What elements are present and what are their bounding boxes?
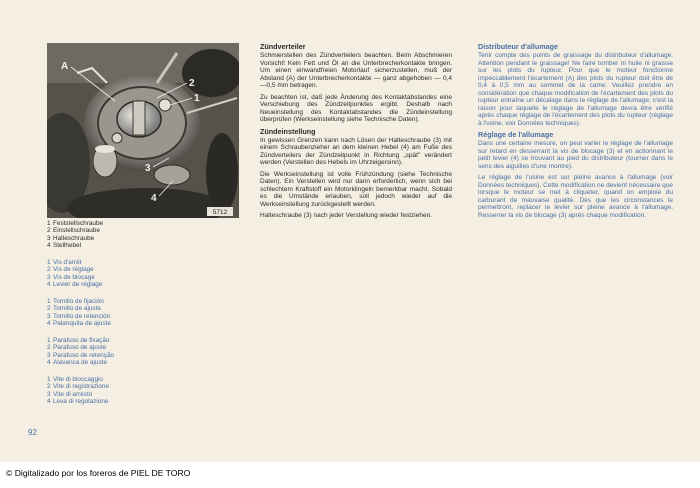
paragraph: Die Werkseinstellung ist volle Frühzündung (siehe Technische Daten). Ein Verstellen wird nur dann erforderlich, wenn sich bei schlechtem Kraftstoff ein Motorklingeln bemerkbar macht. Sobald es die Umstände erlauben, soll jedoch wieder auf die Werkseinstellung zurückgestellt werden. [260, 170, 452, 208]
distributor-photo [47, 43, 239, 218]
legend-item: 4 Palanquita de ajuste [47, 320, 111, 328]
heading-distributor: Distributeur d'allumage [478, 42, 558, 51]
callout-3: 3 [145, 163, 151, 174]
legend-item: 2 Vis de réglage [47, 266, 94, 274]
legend-item: 4 Levier de réglage [47, 281, 103, 289]
legend-item: 4 Alavanca de ajuste [47, 359, 108, 367]
photo-code: 5712 [212, 209, 228, 216]
legend-item: 4 Leva di regolazione [47, 398, 109, 406]
legend-item: 3 Tornillo de retención [47, 312, 111, 320]
paragraph: Zu beachten ist, daß jede Änderung des Kontaktabstandes eine Verschiebung des Zündzeitpunktes ergibt. Deshalb nach Neueinstellung des Kontaktabstandes die Zündeinstellung überprüfen (Werkseinstellung siehe Technische Daten). [260, 93, 452, 123]
legend-item: 1 Feststellschraube [47, 220, 104, 227]
digitization-credit: © Digitalizado por los foreros de PIEL DE TORO [6, 468, 191, 478]
legend-german [47, 220, 103, 250]
legend-item: 2 Tornillo de ajuste [47, 305, 101, 313]
legend-item: 3 Vite di arresto [47, 390, 93, 398]
distributor-illustration [47, 43, 239, 218]
german-column [260, 43, 452, 224]
legend-item: 4 Stellhebel [47, 242, 82, 250]
legend-item: 3 Parafuso de retenção [47, 351, 115, 359]
legend-item: 2 Vite di registrazione [47, 383, 110, 391]
heading-ignition-timing: Réglage de l'allumage [478, 130, 554, 139]
french-column [478, 43, 673, 223]
callout-1: 1 [194, 93, 200, 104]
legend-item: 3 Halteschraube [47, 234, 95, 242]
paragraph: Schmierstellen des Zündverteilers beachten. Beim Abschmieren Vorsicht! Kein Fett und Öl an die Unterbrecherkontakte bringen. Um einen einwandfreien Motorlauf sicherzustellen, muß der Abstand (A) der Unterbrecherkontakte — ganz abgehoben — 0,4—0,5 mm betragen. [260, 52, 452, 89]
legend-item: 1 Parafuso de fixação [47, 337, 110, 344]
page-number: 92 [28, 428, 37, 437]
legend-portuguese [47, 337, 114, 367]
callout-2: 2 [189, 78, 195, 89]
legend-item: 2 Einstellschraube [47, 227, 100, 235]
legend-item: 1 Tornillo de fijación [47, 298, 104, 305]
heading-distributor: Zündverteiler [260, 42, 306, 51]
heading-ignition-timing: Zündeinstellung [260, 126, 316, 136]
paragraph: Dans une certaine mesure, on peut varier le réglage de l'allumage sur retard en desserrant la vis de blocage (3) et en actionnant le petit levier (4) se trouvant au pied du distributeur (tourner dans le sens des aiguilles d'une montre). [478, 140, 673, 170]
legend-item: 1 Vite di bloccaggio [47, 376, 103, 383]
callout-a: A [61, 61, 69, 72]
paragraph: Le réglage de l'usine est sur pleine avance à l'allumage (voir Données techniques). Cette modification ne devient nécessaire que lorsque le moteur se met à cliqueter, quand on emploie du carburant de mauvaise qualité. Dès que les circonstances le permettront, replacer le levier sur pleine avance à l'allumage. Resserrer la vis de blocage (3) après chaque modification. [478, 174, 673, 219]
legend-item: 2 Parafuso de ajuste [47, 344, 107, 352]
legend-french [47, 259, 102, 289]
legend-item: 3 Vis de blocage [47, 273, 95, 281]
paragraph: Tenir compte des points de graissage du distributeur d'allumage. Attention pendant le graissage! Ne faire tomber ni huile ni graisse sur les plots du rupteur. Pour que le moteur fonctionne impeccablement l'écartement (A) des plots du rupteur doit être de 0,4 à 0,5 mm au sommet de la came. Veuillez prendre en considération que chaque modification de l'écartement des plots du rupteur entraîne un décalage dans le réglage de l'allumage; c'est la raison pour laquelle le réglage de l'allumage devra être vérifié après chaque réglage de l'écartement des plots du rupteur (réglage à l'usine, voir Données techniques). [478, 52, 673, 127]
legend-item: 1 Vis d'arrêt [47, 259, 82, 266]
legend-spanish [47, 298, 111, 328]
legend-italian [47, 376, 109, 406]
paragraph: In gewissen Grenzen kann nach Lösen der Halteschraube (3) mit einem Schraubenzieher an dem kleinen Hebel (4) am Fuße des Zündverteilers der Zündzeitpunkt in Richtung „spät" verändert werden (Verstellen des Hebels im Uhrzeigersinn). [260, 136, 452, 166]
paragraph: Halteschraube (3) nach jeder Verstellung wieder festziehen. [260, 212, 432, 219]
callout-4: 4 [151, 193, 157, 204]
